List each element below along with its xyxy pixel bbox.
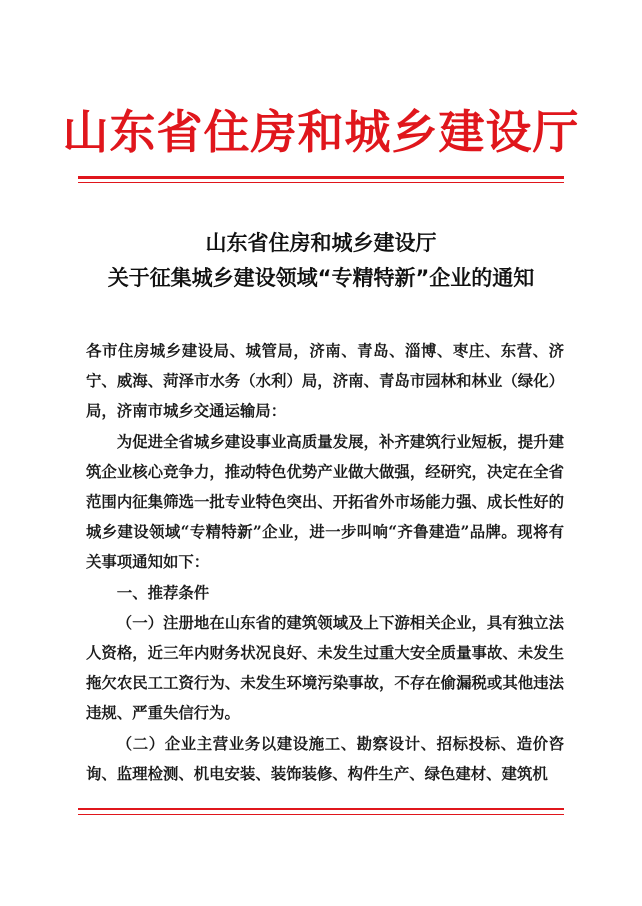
footer-rule-thick — [78, 808, 564, 810]
masthead-title: 山东省住房和城乡建设厅 — [62, 105, 580, 159]
document-title-line1: 山东省住房和城乡建设厅 — [205, 231, 437, 255]
salutation-paragraph: 各市住房城乡建设局、城管局，济南、青岛、淄博、枣庄、东营、济宁、威海、菏泽市水务（水利）局，济南、青岛市园林和林业（绿化）局，济南市城乡交通运输局： — [86, 342, 564, 421]
document-title-line2: 关于征集城乡建设领域“专精特新”企业的通知 — [107, 266, 535, 290]
section-heading: 一、推荐条件 — [116, 583, 210, 602]
condition-item-2: （二）企业主营业务以建设施工、勘察设计、招标投标、造价咨询、监理检测、机电安装、装饰装修、构件生产、绿色建材、建筑机 — [86, 734, 564, 783]
masthead-rule-thick — [78, 176, 564, 179]
masthead-rule-thin — [78, 182, 564, 183]
footer-rule-thin — [78, 814, 564, 815]
document-body — [86, 336, 564, 789]
condition-item-1: （一）注册地在山东省的建筑领域及上下游相关企业，具有独立法人资格，近三年内财务状况良好、未发生过重大安全质量事故、未发生拖欠农民工工资行为、未发生环境污染事故，不存在偷漏税或其他违法违规、严重失信行为。 — [86, 613, 564, 723]
intro-paragraph: 为促进全省城乡建设事业高质量发展，补齐建筑行业短板，提升建筑企业核心竞争力，推动特色优势产业做大做强，经研究，决定在全省范围内征集筛选一批专业特色突出、开拓省外市场能力强、成长性好的城乡建设领域“专精特新”企业，进一步叫响“齐鲁建造”品牌。现将有关事项通知如下： — [86, 432, 564, 572]
